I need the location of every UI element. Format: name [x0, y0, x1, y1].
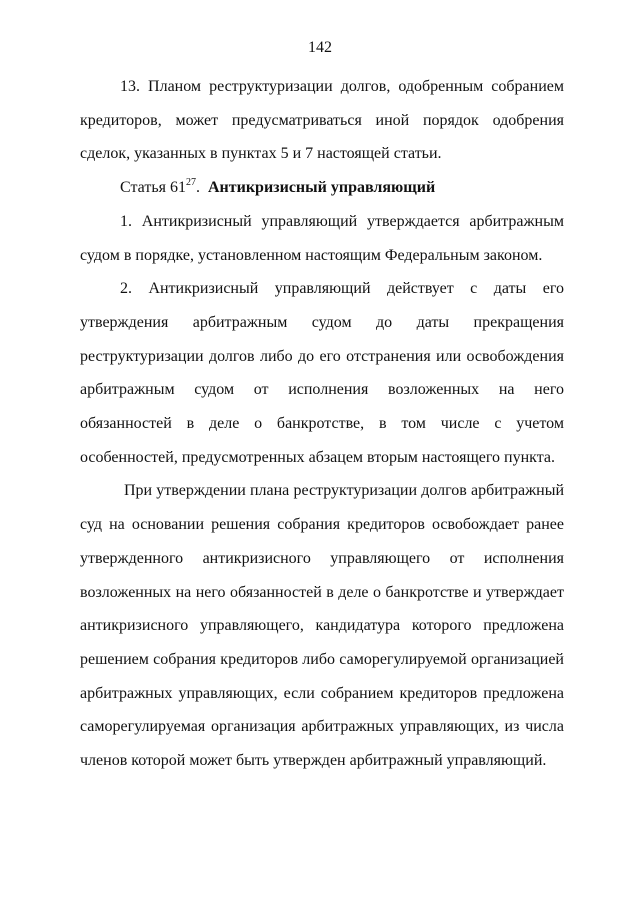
- article-superscript: 27: [185, 177, 196, 189]
- document-body: [80, 70, 564, 778]
- article-heading: Статья $61^{27}$. Антикризисный управляющий: [120, 177, 436, 197]
- article-title: Антикризисный управляющий: [207, 179, 436, 197]
- article-number: Статья 61: [120, 179, 186, 197]
- paragraph-2: 2. Антикризисный управляющий действует с даты его утверждения арбитражным судом до даты прекращения реструктуризации долгов либо до его отстранения или освобождения арбитражным судом от исполнения возложенных на него обязанностей в деле о банкротстве, в том числе с учетом особенностей, предусмотренных абзацем вторым настоящего пункта.: [80, 280, 564, 466]
- paragraph-13: 13. Планом реструктуризации долгов, одобренным собранием кредиторов, может предусматриваться иной порядок одобрения сделок, указанных в пунктах 5 и 7 настоящей статьи.: [80, 78, 564, 163]
- page-number: 142: [308, 39, 332, 56]
- paragraph-2-second: При утверждении плана реструктуризации долгов арбитражный суд на основании решения собрания кредиторов освобождает ранее утвержденного антикризисного управляющего от исполнения возложенных на него обязанностей в деле о банкротстве и утверждает антикризисного управляющего, кандидатура которого предложена решением собрания кредиторов либо саморегулируемой организацией арбитражных управляющих, если собранием кредиторов предложена саморегулируемая организация арбитражных управляющих, из числа членов которой может быть утвержден арбитражный управляющий.: [80, 482, 564, 770]
- paragraph-1: 1. Антикризисный управляющий утверждается арбитражным судом в порядке, установленном настоящим Федеральным законом.: [80, 212, 564, 264]
